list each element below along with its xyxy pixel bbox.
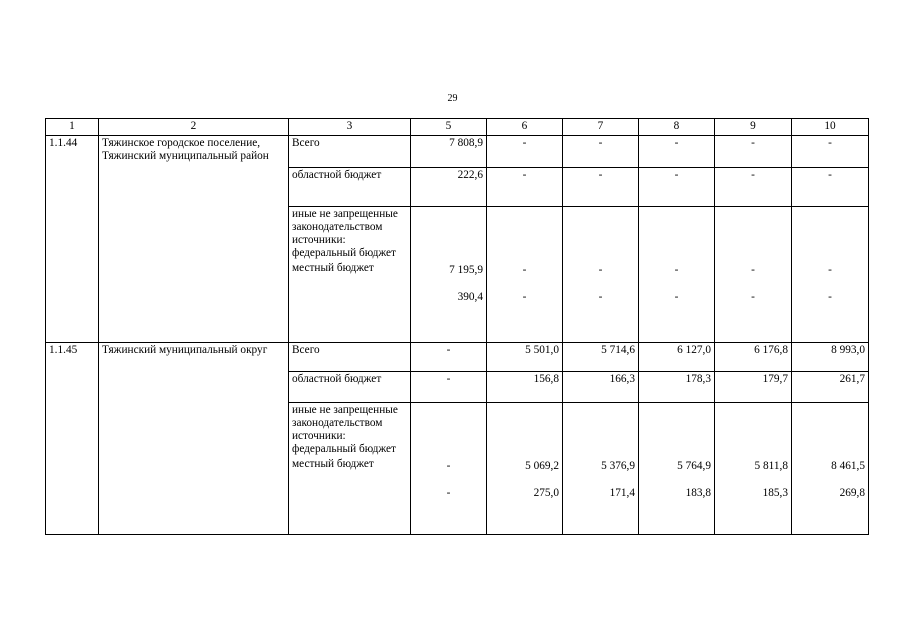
local-value: - bbox=[598, 290, 603, 303]
value-cell bbox=[792, 207, 869, 343]
value-cell: 156,8 bbox=[487, 372, 563, 403]
value-cell bbox=[411, 207, 487, 343]
local-value: 171,4 bbox=[609, 486, 635, 499]
local-value: 390,4 bbox=[457, 290, 483, 303]
header-cell: 1 bbox=[46, 119, 99, 136]
value-cell: - bbox=[563, 168, 639, 207]
value-cell bbox=[639, 207, 715, 343]
federal-value: 8 461,5 bbox=[831, 460, 865, 472]
row-label-other-sources bbox=[289, 207, 411, 343]
local-value: 269,8 bbox=[839, 486, 865, 499]
row-label: областной бюджет bbox=[289, 168, 411, 207]
value-cell bbox=[411, 403, 487, 535]
page-number: 29 bbox=[447, 93, 458, 104]
value-cell: - bbox=[411, 343, 487, 372]
value-cell: - bbox=[563, 136, 639, 168]
local-value: - bbox=[828, 290, 832, 303]
value-cell: 179,7 bbox=[715, 372, 792, 403]
entry-name: Тяжинский муниципальный округ bbox=[99, 343, 289, 535]
value-cell: - bbox=[487, 168, 563, 207]
value-cell: - bbox=[792, 136, 869, 168]
value-cell: 5 501,0 bbox=[487, 343, 563, 372]
federal-value: 5 376,9 bbox=[601, 460, 635, 472]
local-value: - bbox=[751, 290, 755, 303]
federal-value: - bbox=[828, 264, 832, 276]
federal-value: - bbox=[751, 264, 755, 276]
value-cell bbox=[487, 403, 563, 535]
local-budget-label: местный бюджет bbox=[292, 457, 374, 470]
value-cell: - bbox=[715, 136, 792, 168]
value-cell bbox=[639, 403, 715, 535]
value-cell: - bbox=[411, 372, 487, 403]
header-cell: 2 bbox=[99, 119, 289, 136]
federal-budget-label: федеральный бюджет bbox=[292, 442, 396, 455]
funding-table bbox=[45, 118, 869, 535]
header-cell: 3 bbox=[289, 119, 411, 136]
local-value: - bbox=[446, 486, 451, 499]
value-cell bbox=[792, 403, 869, 535]
header-cell: 10 bbox=[792, 119, 869, 136]
table-row bbox=[46, 136, 869, 168]
value-cell: 222,6 bbox=[411, 168, 487, 207]
table-row bbox=[46, 343, 869, 372]
value-cell: 166,3 bbox=[563, 372, 639, 403]
value-cell: 178,3 bbox=[639, 372, 715, 403]
value-cell: 8 993,0 bbox=[792, 343, 869, 372]
row-label-other-sources bbox=[289, 403, 411, 535]
value-cell bbox=[563, 403, 639, 535]
value-cell: - bbox=[487, 136, 563, 168]
local-value: 183,8 bbox=[685, 486, 711, 499]
header-cell: 5 bbox=[411, 119, 487, 136]
federal-value: 5 811,8 bbox=[754, 460, 788, 472]
federal-value: 5 764,9 bbox=[677, 460, 711, 472]
federal-value: - bbox=[674, 264, 679, 276]
value-cell: 7 808,9 bbox=[411, 136, 487, 168]
local-budget-label: местный бюджет bbox=[292, 261, 374, 274]
row-label: Всего bbox=[289, 343, 411, 372]
table-header-row bbox=[46, 119, 869, 136]
value-cell: - bbox=[639, 168, 715, 207]
local-value: - bbox=[522, 290, 527, 303]
value-cell: - bbox=[792, 168, 869, 207]
federal-value: - bbox=[446, 460, 451, 472]
value-cell bbox=[487, 207, 563, 343]
federal-value: - bbox=[598, 264, 603, 276]
header-cell: 6 bbox=[487, 119, 563, 136]
federal-value: - bbox=[522, 264, 527, 276]
other-sources-label: иные не запрещенные законодательством источники: bbox=[292, 404, 398, 442]
local-value: 275,0 bbox=[533, 486, 559, 499]
value-cell: 5 714,6 bbox=[563, 343, 639, 372]
entry-name: Тяжинское городское поселение, Тяжинский муниципальный район bbox=[99, 136, 289, 343]
value-cell: 6 127,0 bbox=[639, 343, 715, 372]
value-cell bbox=[563, 207, 639, 343]
entry-code: 1.1.45 bbox=[46, 343, 99, 535]
federal-value: 7 195,9 bbox=[449, 264, 483, 276]
header-cell: 9 bbox=[715, 119, 792, 136]
header-cell: 8 bbox=[639, 119, 715, 136]
value-cell: - bbox=[639, 136, 715, 168]
federal-budget-label: федеральный бюджет bbox=[292, 246, 396, 259]
value-cell: - bbox=[715, 168, 792, 207]
value-cell bbox=[715, 207, 792, 343]
other-sources-label: иные не запрещенные законодательством источники: bbox=[292, 208, 398, 246]
federal-value: 5 069,2 bbox=[525, 460, 559, 472]
value-cell bbox=[715, 403, 792, 535]
row-label: Всего bbox=[289, 136, 411, 168]
local-value: - bbox=[674, 290, 679, 303]
local-value: 185,3 bbox=[762, 486, 788, 499]
value-cell: 261,7 bbox=[792, 372, 869, 403]
header-cell: 7 bbox=[563, 119, 639, 136]
entry-code: 1.1.44 bbox=[46, 136, 99, 343]
row-label: областной бюджет bbox=[289, 372, 411, 403]
value-cell: 6 176,8 bbox=[715, 343, 792, 372]
